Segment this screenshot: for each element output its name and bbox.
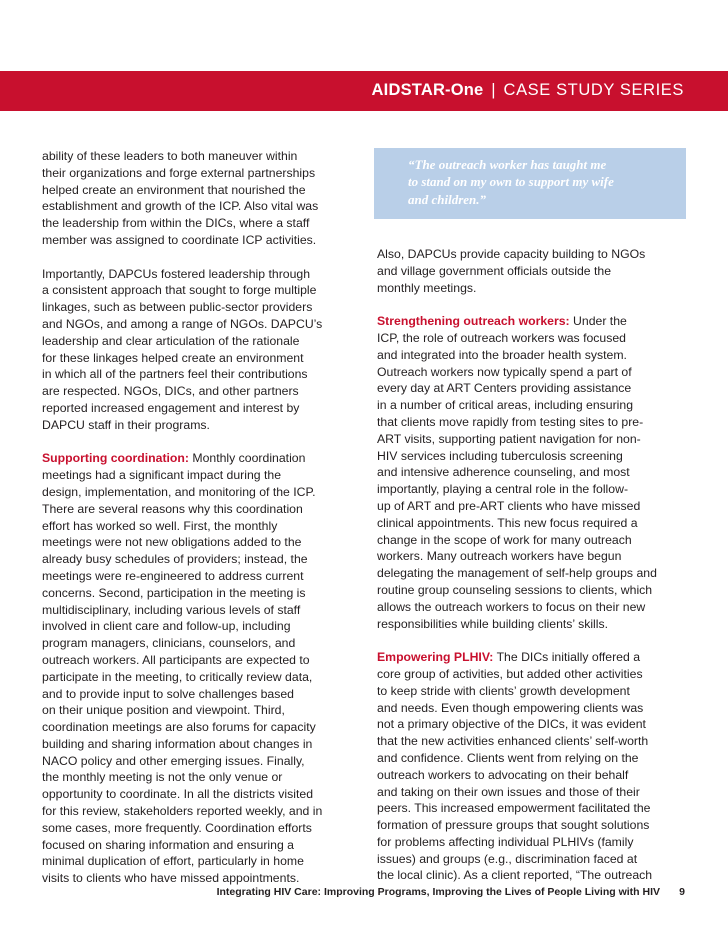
series-name: CASE STUDY SERIES bbox=[503, 81, 684, 99]
paragraph-body: Monthly coordination meetings had a significant impact during the design, implementation, and monitoring of the ICP. There are several reasons why this coordination effort has worked so well. First, the monthly meetings were not new obligations added to the already busy schedules of providers; instead, the meetings were re-engineered to address current concerns. Second, participation in the meeting is multidisciplinary, including various levels of staff involved in client care and follow-up, including program managers, clinicians, counselors, and outreach workers. All participants are expected to participate in the meeting, to critically review data, and to provide input to solve challenges based on their unique position and viewpoint. Third, coordination meetings are also forums for capacity building and sharing information about changes in NACO policy and other emerging issues. Finally, the monthly meeting is not the only venue or opportunity to coordinate. In all the districts visited for this review, stakeholders reported weekly, and in some cases, more frequently. Coordination efforts focused on sharing information and ensuring a minimal duplication of effort, particularly in home visits to clients who have missed appointments. bbox=[42, 451, 323, 886]
left-column bbox=[42, 148, 357, 904]
footer-title: Integrating HIV Care: Improving Programs, Improving the Lives of People Living with HIV bbox=[216, 886, 660, 898]
paragraph bbox=[42, 450, 357, 887]
paragraph bbox=[377, 649, 689, 884]
brand-name: AIDSTAR-One bbox=[371, 81, 484, 99]
pull-quote-text: “The outreach worker has taught me to stand on my own to support my wife and children.” bbox=[408, 157, 614, 207]
page-number: 9 bbox=[679, 886, 685, 898]
paragraph-body: Under the ICP, the role of outreach workers was focused and integrated into the broader health system. Outreach workers now typically spend a part of every day at ART Centers providing assistance in a number of critical areas, including ensuring that clients move rapidly from testing sites to pre- ART visits, supporting patient navigation for non- HIV services including tuberculosis screening and intensive adherence counseling, and most importantly, playing a central role in the follow- up of ART and pre-ART clients who have missed clinical appointments. This new focus required a change in the scope of work for many outreach workers. Many outreach workers have begun delegating the management of self-help groups and routine group counseling sessions to clients, which allows the outreach workers to focus on their new responsibilities while building clients’ skills. bbox=[377, 314, 657, 631]
paragraph: Importantly, DAPCUs fostered leadership through a consistent approach that sought to forge multiple linkages, such as between public-sector providers and NGOs, and among a range of NGOs. DAPCU’s leadership and clear articulation of the rationale for these linkages helped create an environment in which all of the partners feel their contributions are respected. NGOs, DICs, and other partners reported increased engagement and interest by DAPCU staff in their programs. bbox=[42, 266, 323, 432]
paragraph bbox=[377, 313, 689, 632]
section-lead-empowering-plhiv: Empowering PLHIV: bbox=[377, 650, 494, 665]
section-lead-strengthening-outreach: Strengthening outreach workers: bbox=[377, 314, 570, 329]
pull-quote-box bbox=[374, 148, 686, 219]
series-title bbox=[372, 81, 684, 100]
title-separator: | bbox=[491, 81, 496, 99]
section-lead-supporting-coordination: Supporting coordination: bbox=[42, 451, 189, 466]
paragraph-body: The DICs initially offered a core group of activities, but added other activities to keep stride with clients’ growth development and needs. Even though empowering clients was not a primary objective of the DICs, it was evident that the new activities enhanced clients’ self-worth and confidence. Clients went from relying on the outreach workers to advocating on their behalf and taking on their own issues and those of their peers. This increased empowerment facilitated the formation of pressure groups that sought solutions for problems affecting individual PLHIVs (family issues) and groups (e.g., discrimination faced at the local clinic). As a client reported, “The outreach bbox=[377, 650, 653, 883]
header-banner bbox=[0, 71, 728, 111]
right-column bbox=[377, 246, 689, 901]
paragraph: ability of these leaders to both maneuver within their organizations and forge external partnerships helped create an environment that nourished the establishment and growth of the ICP. Also vital was the leadership from within the DICs, where a staff member was assigned to coordinate ICP activities. bbox=[42, 149, 319, 247]
paragraph: Also, DAPCUs provide capacity building to NGOs and village government officials outside the monthly meetings. bbox=[377, 247, 646, 295]
page-footer bbox=[0, 886, 728, 902]
